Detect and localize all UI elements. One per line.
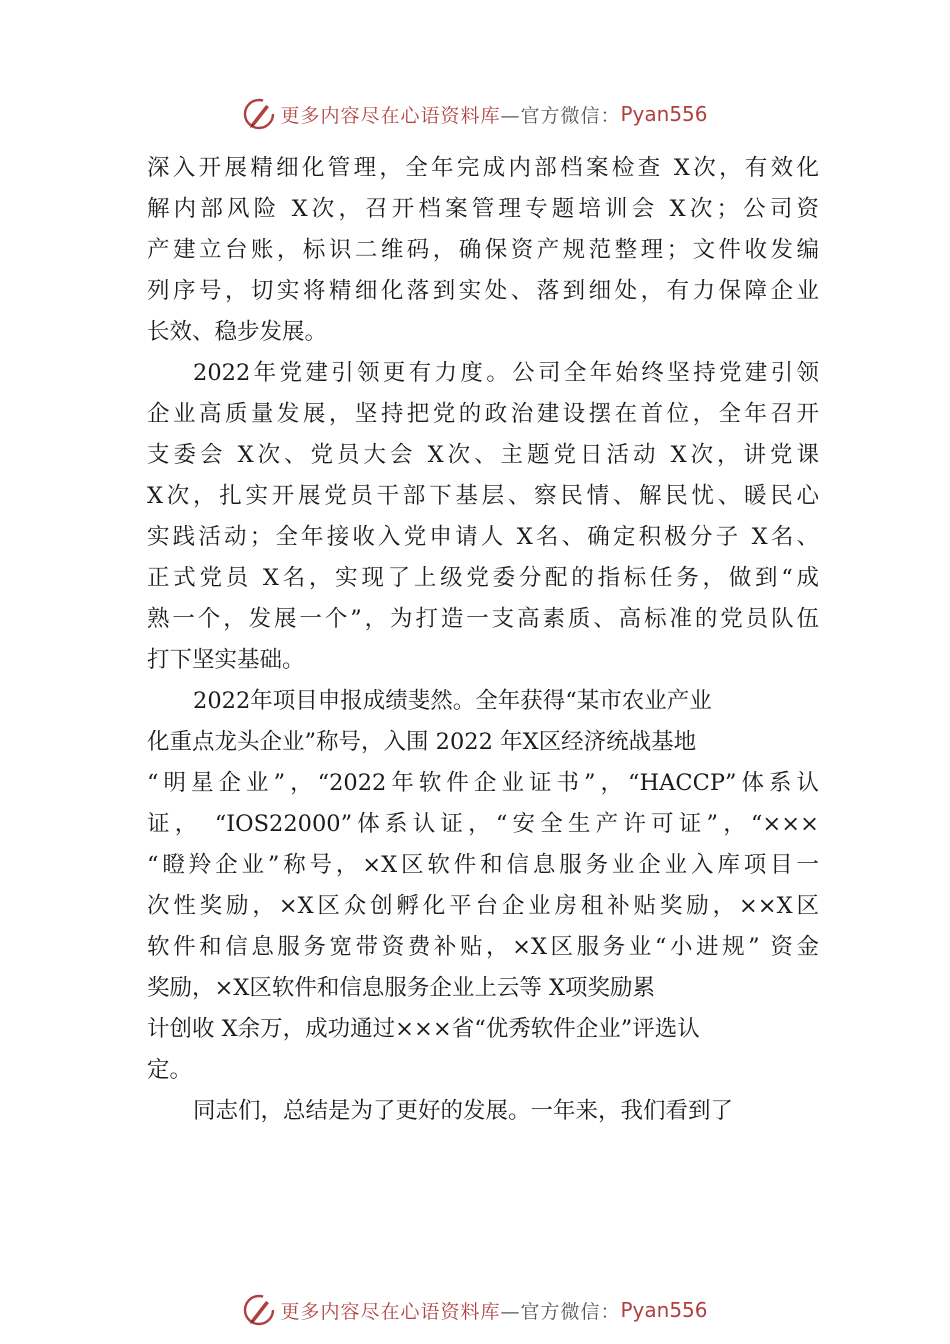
body-line: 实践活动；全年接收入党申请人 X名、确定积极分子 X名、: [147, 524, 819, 550]
footer-banner: [0, 1290, 950, 1330]
body-line: 证， “IOS22000”体系认证，“安全生产许可证”，“×××: [147, 811, 819, 837]
paragraph-line: 同志们，总结是为了更好的发展。一年来，我们看到了: [193, 1098, 734, 1124]
body-line: 奖励，×X区软件和信息服务企业上云等 X项奖励累: [147, 975, 656, 1001]
body-line: X次，扎实开展党员干部下基层、察民情、解民忧、暖民心: [147, 483, 819, 509]
body-line: 计创收 X余万，成功通过×××省“优秀软件企业”评选认: [147, 1016, 700, 1042]
body-line: 定。: [147, 1057, 193, 1083]
body-line: 打下坚实基础。: [147, 647, 305, 673]
footer-official-text: —官方微信：: [500, 1300, 621, 1323]
paragraph-heading-line: 2022年项目申报成绩斐然。全年获得“某市农业产业: [193, 688, 712, 714]
body-line: 产建立台账，标识二维码，确保资产规范整理；文件收发编: [147, 237, 819, 263]
body-line: 长效、稳步发展。: [147, 319, 328, 345]
body-line: 化重点龙头企业”称号，入围 2022 年X区经济统战基地: [147, 729, 697, 755]
pen-circle-logo-icon: [242, 1293, 276, 1327]
body-line: 列序号，切实将精细化落到实处、落到细处，有力保障企业: [147, 278, 819, 304]
body-line: 正式党员 X名，实现了上级党委分配的指标任务，做到“成: [147, 565, 819, 591]
header-banner: [0, 94, 950, 134]
footer-wechat-id: Pyan556: [620, 1298, 708, 1322]
paragraph-heading-line: 2022年党建引领更有力度。公司全年始终坚持党建引领: [193, 360, 819, 386]
header-official-text: —官方微信：: [500, 104, 621, 127]
body-line: 软件和信息服务宽带资费补贴，×X区服务业“小进规” 资金: [147, 934, 819, 960]
pen-circle-logo-icon: [242, 97, 276, 131]
body-line: 企业高质量发展，坚持把党的政治建设摆在首位，全年召开: [147, 401, 819, 427]
body-line: 解内部风险 X次，召开档案管理专题培训会 X次；公司资: [147, 196, 819, 222]
header-wechat-id: Pyan556: [620, 102, 708, 126]
body-line: 熟一个，发展一个”，为打造一支高素质、高标准的党员队伍: [147, 606, 819, 632]
body-line: 次性奖励，×X区众创孵化平台企业房租补贴奖励，××X区: [147, 893, 819, 919]
body-line: 深入开展精细化管理，全年完成内部档案检查 X次，有效化: [147, 155, 819, 181]
body-line: “瞪羚企业”称号，×X区软件和信息服务业企业入库项目一: [147, 852, 819, 878]
header-brand-text: 更多内容尽在心语资料库: [280, 104, 501, 127]
document-body: [147, 148, 819, 1132]
footer-brand-text: 更多内容尽在心语资料库: [280, 1300, 501, 1323]
body-line: 支委会 X次、党员大会 X次、主题党日活动 X次，讲党课: [147, 442, 819, 468]
body-line: “明星企业”，“2022年软件企业证书”，“HACCP”体系认: [147, 770, 819, 796]
